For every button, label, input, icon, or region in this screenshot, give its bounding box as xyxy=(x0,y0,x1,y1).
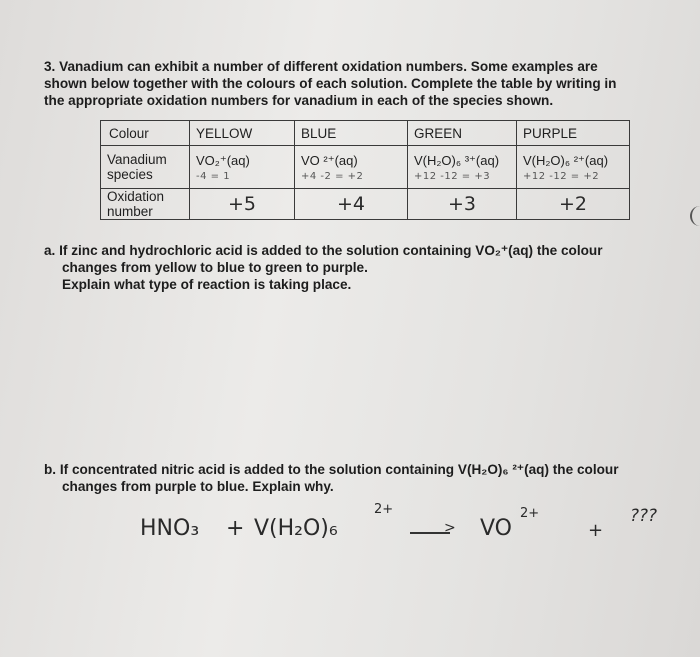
eq-charge-product: 2+ xyxy=(520,506,540,521)
header-colour-label: Colour xyxy=(101,121,190,146)
eq-unknown: ??? xyxy=(630,506,658,526)
species-formula: VO₂⁺(aq) xyxy=(196,152,250,168)
handwritten-working: +12 -12 = +3 xyxy=(414,170,491,182)
header-blue: BLUE xyxy=(295,121,408,146)
oxidation-label: Oxidation number xyxy=(101,189,190,220)
part-a-line2: changes from yellow to blue to green to purple. xyxy=(62,260,368,275)
eq-plus1: + xyxy=(226,516,245,541)
eq-charge2: 2+ xyxy=(374,502,394,517)
oxidation-value-yellow[interactable]: +5 xyxy=(190,189,295,220)
handwritten-working: -4 = 1 xyxy=(196,170,231,182)
species-cell-yellow xyxy=(190,146,295,189)
species-cell-purple xyxy=(517,146,630,189)
part-b-line2: changes from purple to blue. Explain why. xyxy=(62,479,334,494)
species-formula: V(H₂O)₆ ³⁺(aq) xyxy=(414,152,500,168)
oxidation-value-purple[interactable]: +2 xyxy=(517,189,630,220)
species-cell-blue xyxy=(295,146,408,189)
table-header-row xyxy=(101,121,630,146)
part-b-line1: b. If concentrated nitric acid is added to the solution containing V(H₂O)₆ ²⁺(aq) the colour xyxy=(44,462,619,477)
oxidation-value-green[interactable]: +3 xyxy=(408,189,517,220)
header-yellow: YELLOW xyxy=(190,121,295,146)
arrowhead-icon: > xyxy=(444,520,456,536)
species-label: Vanadium species xyxy=(101,146,190,189)
eq-reactant1: HNO₃ xyxy=(140,516,200,541)
part-a-line3: Explain what type of reaction is taking place. xyxy=(62,277,352,292)
handwritten-working: +4 -2 = +2 xyxy=(301,170,364,182)
handwritten-working: +12 -12 = +2 xyxy=(523,170,600,182)
handwritten-equation xyxy=(140,502,680,552)
part-b-question xyxy=(44,461,664,495)
species-formula: VO ²⁺(aq) xyxy=(301,152,358,168)
species-cell-green xyxy=(408,146,517,189)
question-intro xyxy=(44,58,624,109)
oxidation-table xyxy=(100,120,630,220)
header-green: GREEN xyxy=(408,121,517,146)
part-a-line1: a. If zinc and hydrochloric acid is added to the solution containing VO₂⁺(aq) the colour xyxy=(44,243,603,258)
eq-plus2: + xyxy=(588,520,604,541)
species-row xyxy=(101,146,630,189)
eq-product1: VO xyxy=(480,516,512,541)
oxidation-row xyxy=(101,189,630,220)
question-text: Vanadium can exhibit a number of different oxidation numbers. Some examples are shown below together with the colours of each solution. Complete the table by writing in the appropriate oxidation numbers for vanadium in each of the species shown. xyxy=(44,59,617,108)
part-a-question xyxy=(44,242,644,293)
species-formula: V(H₂O)₆ ²⁺(aq) xyxy=(523,152,609,168)
oxidation-value-blue[interactable]: +4 xyxy=(295,189,408,220)
page-edge-mark xyxy=(690,206,700,226)
header-purple: PURPLE xyxy=(517,121,630,146)
question-number: 3. xyxy=(44,59,56,74)
eq-reactant2: V(H₂O)₆ xyxy=(254,516,338,541)
